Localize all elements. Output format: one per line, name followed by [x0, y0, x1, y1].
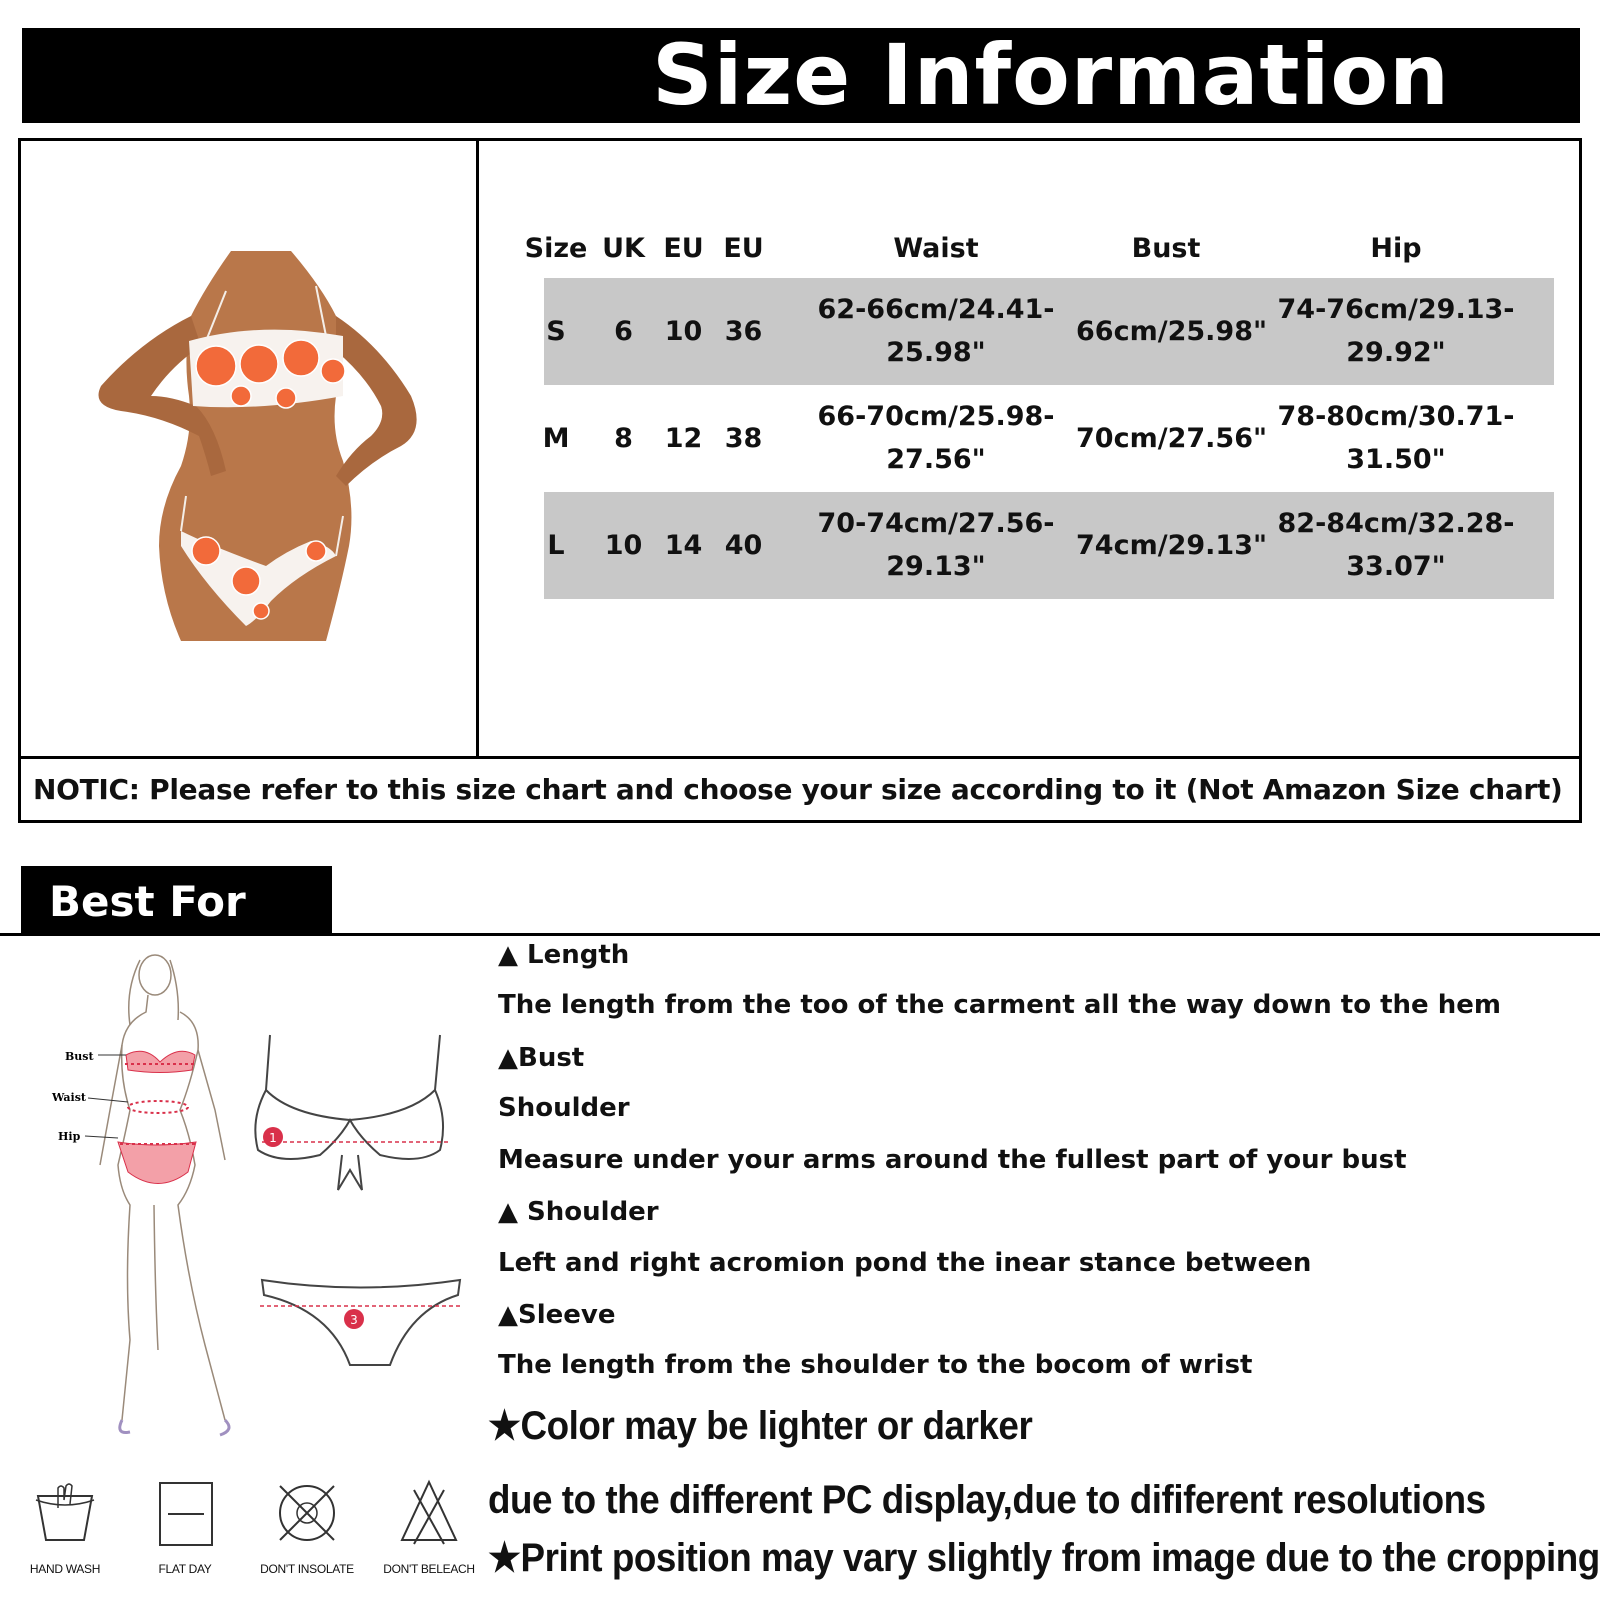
- care-flat-dry: [130, 1478, 240, 1576]
- waist-label: Waist: [52, 1091, 86, 1104]
- size-notice: NOTIC: Please refer to this size chart and choose your size according to it (Not Amazon Size chart): [33, 773, 1563, 806]
- hand-wash-icon: [30, 1478, 100, 1548]
- dont-insolate-icon: [272, 1478, 342, 1548]
- page-title: Size Information: [652, 26, 1450, 124]
- eu-cell: 38: [724, 423, 763, 454]
- color-note: ★Color may be lighter or darker: [488, 1404, 1033, 1448]
- size-cell: M: [542, 423, 570, 454]
- care-hand-wash: [10, 1478, 120, 1576]
- eu-cell: 40: [724, 530, 763, 561]
- hip-cell-line1: 82-84cm/32.28-: [1277, 508, 1515, 539]
- column-header: EU: [663, 233, 704, 264]
- bust-cell: 70cm/27.56": [1076, 423, 1268, 454]
- waist-cell-line1: 62-66cm/24.41-: [817, 294, 1055, 325]
- bust-label: Bust: [65, 1050, 94, 1063]
- model-photo: [81, 246, 441, 646]
- flat-dry-icon: [150, 1478, 220, 1548]
- eu-cell: 12: [664, 423, 703, 454]
- measurement-illustration: [30, 950, 480, 1450]
- guide-heading-bust: ▲Bust: [498, 1043, 585, 1073]
- table-row: [544, 385, 1554, 492]
- uk-cell: 10: [604, 530, 643, 561]
- hip-cell-line2: 29.92": [1346, 337, 1446, 368]
- display-note: due to the different PC display,due to dififerent resolutions: [488, 1478, 1486, 1522]
- table-row: [544, 278, 1554, 385]
- size-chart-panel: [18, 138, 1582, 823]
- table-row: [544, 492, 1554, 599]
- uk-cell: 8: [614, 423, 633, 454]
- care-label: DON'T INSOLATE: [260, 1562, 354, 1576]
- care-dont-insolate: [252, 1478, 362, 1576]
- bust-cell: 74cm/29.13": [1076, 530, 1268, 561]
- print-note: ★Print position may vary slightly from image due to the cropping: [488, 1536, 1600, 1580]
- waist-cell-line2: 29.13": [886, 551, 986, 582]
- column-header: Bust: [1131, 233, 1201, 264]
- section-title: Best For You: [21, 866, 332, 936]
- guide-text-length: The length from the too of the carment all the way down to the hem: [498, 990, 1501, 1020]
- waist-cell-line2: 25.98": [886, 337, 986, 368]
- waist-cell-line2: 27.56": [886, 444, 986, 475]
- marker-3: 3: [350, 1313, 358, 1327]
- marker-1: 1: [269, 1131, 277, 1145]
- waist-cell-line1: 70-74cm/27.56-: [817, 508, 1055, 539]
- table-header: [516, 229, 1556, 269]
- size-cell: S: [546, 316, 566, 347]
- divider: [476, 141, 479, 756]
- waist-cell-line1: 66-70cm/25.98-: [817, 401, 1055, 432]
- guide-heading-length: ▲ Length: [498, 940, 630, 970]
- divider: [0, 933, 1600, 936]
- eu-cell: 14: [664, 530, 703, 561]
- hip-cell-line2: 31.50": [1346, 444, 1446, 475]
- uk-cell: 6: [614, 316, 633, 347]
- guide-text-sleeve: The length from the shoulder to the bocom of wrist: [498, 1350, 1253, 1380]
- header-banner: [22, 28, 1580, 123]
- dont-bleach-icon: [394, 1478, 464, 1548]
- hip-cell-line2: 33.07": [1346, 551, 1446, 582]
- care-dont-bleach: [374, 1478, 484, 1576]
- guide-text-bust: Measure under your arms around the fullest part of your bust: [498, 1145, 1407, 1175]
- care-label: DON'T BELEACH: [383, 1562, 475, 1576]
- guide-text-shoulder-desc: Left and right acromion pond the inear stance between: [498, 1248, 1312, 1278]
- guide-text-shoulder: Shoulder: [498, 1093, 630, 1123]
- care-label: HAND WASH: [29, 1562, 101, 1576]
- hip-label: Hip: [58, 1130, 81, 1143]
- column-header: Hip: [1370, 233, 1422, 264]
- hip-cell-line1: 74-76cm/29.13-: [1277, 294, 1515, 325]
- guide-heading-sleeve: ▲Sleeve: [498, 1300, 616, 1330]
- guide-heading-shoulder: ▲ Shoulder: [498, 1197, 659, 1227]
- column-header: UK: [602, 233, 645, 264]
- eu-cell: 36: [724, 316, 763, 347]
- hip-cell-line1: 78-80cm/30.71-: [1277, 401, 1515, 432]
- column-header: Waist: [893, 233, 979, 264]
- size-cell: L: [547, 530, 565, 561]
- column-header: Size: [524, 233, 588, 264]
- column-header: EU: [723, 233, 764, 264]
- eu-cell: 10: [664, 316, 703, 347]
- bust-cell: 66cm/25.98": [1076, 316, 1268, 347]
- care-label: FLAT DAY: [158, 1562, 212, 1576]
